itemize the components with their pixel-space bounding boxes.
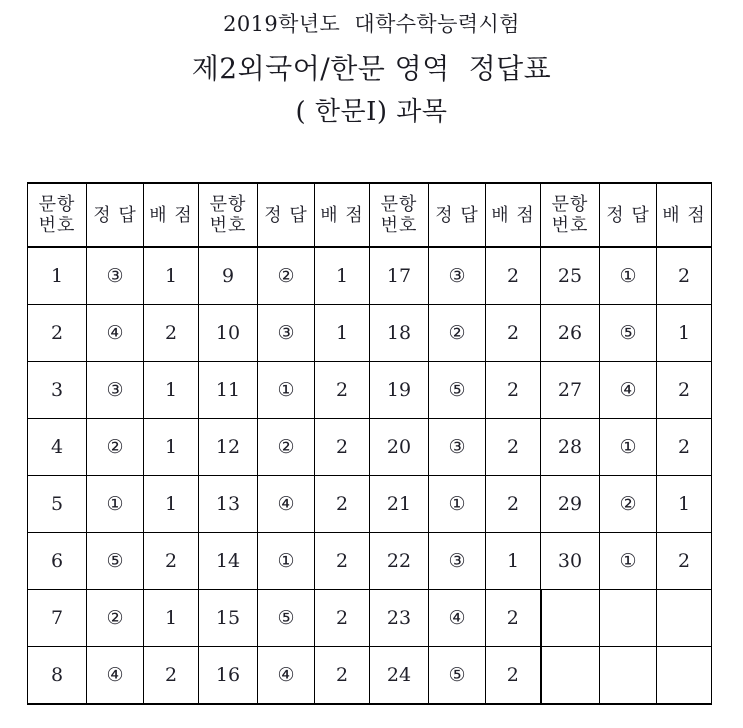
cell-answer: [87, 476, 144, 533]
table-row: [28, 533, 712, 590]
column-header-item-number: [370, 183, 429, 247]
cell-answer: [600, 247, 657, 305]
cell-answer: [600, 533, 657, 590]
cell-item-number: 7: [28, 590, 87, 647]
cell-answer: [258, 476, 315, 533]
answer-choice-glyph: ①: [619, 265, 637, 287]
column-header-answer: [87, 183, 144, 247]
cell-item-number: 2: [28, 305, 87, 362]
column-header-answer-label: 정 답: [93, 204, 137, 226]
answer-choice-glyph: ①: [619, 436, 637, 458]
cell-answer: [600, 476, 657, 533]
cell-points: 2: [486, 647, 541, 705]
cell-item-number: 16: [199, 647, 258, 705]
cell-item-number: 24: [370, 647, 429, 705]
answer-choice-glyph: ①: [448, 493, 466, 515]
cell-points: 2: [315, 476, 370, 533]
cell-answer: [429, 533, 486, 590]
cell-points: 2: [657, 247, 712, 305]
answer-choice-glyph: ②: [448, 322, 466, 344]
subject-name-title: ( 한문Ⅰ) 과목: [295, 97, 448, 127]
column-header-item-number: [199, 183, 258, 247]
cell-points: 1: [144, 247, 199, 305]
column-header-answer: [429, 183, 486, 247]
cell-answer: [87, 533, 144, 590]
column-header-answer-label: 정 답: [606, 204, 650, 226]
cell-answer: [258, 247, 315, 305]
cell-points: 2: [486, 305, 541, 362]
answer-choice-glyph: ①: [277, 379, 295, 401]
column-header-item-number-line1: 문항: [380, 194, 418, 215]
table-row: [28, 362, 712, 419]
cell-item-number: 28: [541, 419, 600, 476]
exam-year-title: 2019학년도 대학수학능력시험: [223, 12, 520, 36]
cell-item-number: 15: [199, 590, 258, 647]
column-header-answer: [258, 183, 315, 247]
column-header-answer: [600, 183, 657, 247]
cell-answer: [87, 362, 144, 419]
answer-choice-glyph: ③: [106, 379, 124, 401]
column-header-points-label: 배 점: [149, 204, 193, 226]
column-header-item-number-line1: 문항: [38, 194, 76, 215]
cell-answer: [258, 362, 315, 419]
answer-choice-glyph: ②: [277, 436, 295, 458]
cell-item-number: 23: [370, 590, 429, 647]
cell-points: 2: [486, 247, 541, 305]
cell-points: 1: [315, 247, 370, 305]
table-row: [28, 305, 712, 362]
cell-points: 2: [315, 362, 370, 419]
answer-choice-glyph: ①: [277, 550, 295, 572]
cell-item-number: 4: [28, 419, 87, 476]
answer-key-table-body: [28, 183, 712, 704]
cell-answer: [429, 305, 486, 362]
cell-answer: [87, 305, 144, 362]
cell-item-number: 27: [541, 362, 600, 419]
answer-choice-glyph: ④: [106, 664, 124, 686]
cell-item-number: 25: [541, 247, 600, 305]
cell-points: 2: [657, 419, 712, 476]
cell-points: 2: [144, 305, 199, 362]
cell-answer: [258, 533, 315, 590]
cell-points: 1: [144, 419, 199, 476]
column-header-item-number-line2: 번호: [380, 215, 418, 236]
empty-cell: [657, 590, 712, 647]
cell-item-number: 22: [370, 533, 429, 590]
cell-points: 2: [486, 476, 541, 533]
cell-points: 2: [315, 647, 370, 705]
column-header-item-number-line1: 문항: [551, 194, 589, 215]
table-row: [28, 590, 712, 647]
cell-item-number: 30: [541, 533, 600, 590]
table-header-row: [28, 183, 712, 247]
cell-answer: [87, 590, 144, 647]
table-row: [28, 419, 712, 476]
empty-cell: [657, 647, 712, 705]
cell-item-number: 9: [199, 247, 258, 305]
cell-item-number: 8: [28, 647, 87, 705]
empty-cell: [541, 590, 600, 647]
cell-answer: [600, 362, 657, 419]
column-header-points: [315, 183, 370, 247]
cell-points: 2: [315, 533, 370, 590]
cell-item-number: 18: [370, 305, 429, 362]
answer-choice-glyph: ③: [106, 265, 124, 287]
answer-choice-glyph: ⑤: [619, 322, 637, 344]
cell-item-number: 26: [541, 305, 600, 362]
cell-answer: [258, 590, 315, 647]
answer-choice-glyph: ④: [448, 607, 466, 629]
answer-choice-glyph: ③: [448, 265, 466, 287]
column-header-item-number-line2: 번호: [38, 215, 76, 236]
column-header-item-number-line1: 문항: [209, 194, 247, 215]
cell-item-number: 21: [370, 476, 429, 533]
cell-points: 1: [315, 305, 370, 362]
answer-choice-glyph: ②: [106, 436, 124, 458]
table-row: [28, 647, 712, 705]
cell-points: 2: [144, 533, 199, 590]
column-header-item-number: [541, 183, 600, 247]
cell-item-number: 1: [28, 247, 87, 305]
answer-choice-glyph: ⑤: [106, 550, 124, 572]
answer-choice-glyph: ④: [277, 664, 295, 686]
cell-item-number: 20: [370, 419, 429, 476]
column-header-points: [486, 183, 541, 247]
table-row: [28, 247, 712, 305]
column-header-answer-label: 정 답: [264, 204, 308, 226]
cell-answer: [429, 419, 486, 476]
column-header-item-number-line2: 번호: [209, 215, 247, 236]
cell-points: 1: [657, 476, 712, 533]
cell-answer: [600, 419, 657, 476]
answer-choice-glyph: ③: [448, 550, 466, 572]
cell-item-number: 17: [370, 247, 429, 305]
cell-answer: [429, 590, 486, 647]
cell-item-number: 13: [199, 476, 258, 533]
answer-choice-glyph: ①: [619, 550, 637, 572]
column-header-points: [657, 183, 712, 247]
cell-answer: [87, 247, 144, 305]
subject-area-title: 제2외국어/한문 영역 정답표: [191, 52, 552, 85]
cell-answer: [258, 419, 315, 476]
answer-key-table: [27, 182, 712, 705]
cell-points: 2: [486, 419, 541, 476]
answer-choice-glyph: ③: [277, 322, 295, 344]
cell-item-number: 11: [199, 362, 258, 419]
answer-choice-glyph: ②: [106, 607, 124, 629]
cell-item-number: 12: [199, 419, 258, 476]
empty-cell: [600, 647, 657, 705]
column-header-item-number: [28, 183, 87, 247]
cell-answer: [429, 647, 486, 705]
cell-item-number: 14: [199, 533, 258, 590]
answer-choice-glyph: ②: [277, 265, 295, 287]
column-header-item-number-line2: 번호: [551, 215, 589, 236]
answer-choice-glyph: ④: [277, 493, 295, 515]
column-header-answer-label: 정 답: [435, 204, 479, 226]
cell-points: 2: [657, 533, 712, 590]
cell-points: 2: [315, 419, 370, 476]
cell-item-number: 5: [28, 476, 87, 533]
empty-cell: [600, 590, 657, 647]
cell-answer: [429, 362, 486, 419]
cell-points: 1: [486, 533, 541, 590]
answer-choice-glyph: ⑤: [277, 607, 295, 629]
column-header-points-label: 배 점: [320, 204, 364, 226]
cell-item-number: 3: [28, 362, 87, 419]
cell-answer: [258, 305, 315, 362]
answer-choice-glyph: ④: [619, 379, 637, 401]
cell-item-number: 19: [370, 362, 429, 419]
answer-key-table-container: [27, 182, 711, 705]
cell-points: 2: [144, 647, 199, 705]
cell-points: 1: [144, 590, 199, 647]
cell-answer: [258, 647, 315, 705]
cell-points: 2: [315, 590, 370, 647]
cell-answer: [429, 247, 486, 305]
cell-item-number: 10: [199, 305, 258, 362]
document-title-block: [0, 0, 743, 132]
empty-cell: [541, 647, 600, 705]
cell-answer: [87, 419, 144, 476]
cell-answer: [87, 647, 144, 705]
table-row: [28, 476, 712, 533]
cell-answer: [429, 476, 486, 533]
answer-choice-glyph: ⑤: [448, 379, 466, 401]
column-header-points-label: 배 점: [662, 204, 706, 226]
answer-choice-glyph: ⑤: [448, 664, 466, 686]
answer-choice-glyph: ②: [619, 493, 637, 515]
answer-choice-glyph: ④: [106, 322, 124, 344]
cell-points: 2: [486, 362, 541, 419]
column-header-points-label: 배 점: [491, 204, 535, 226]
cell-answer: [600, 305, 657, 362]
cell-points: 1: [144, 476, 199, 533]
answer-choice-glyph: ③: [448, 436, 466, 458]
answer-choice-glyph: ①: [106, 493, 124, 515]
cell-points: 1: [144, 362, 199, 419]
cell-item-number: 29: [541, 476, 600, 533]
column-header-points: [144, 183, 199, 247]
cell-points: 2: [657, 362, 712, 419]
cell-points: 1: [657, 305, 712, 362]
cell-points: 2: [486, 590, 541, 647]
cell-item-number: 6: [28, 533, 87, 590]
